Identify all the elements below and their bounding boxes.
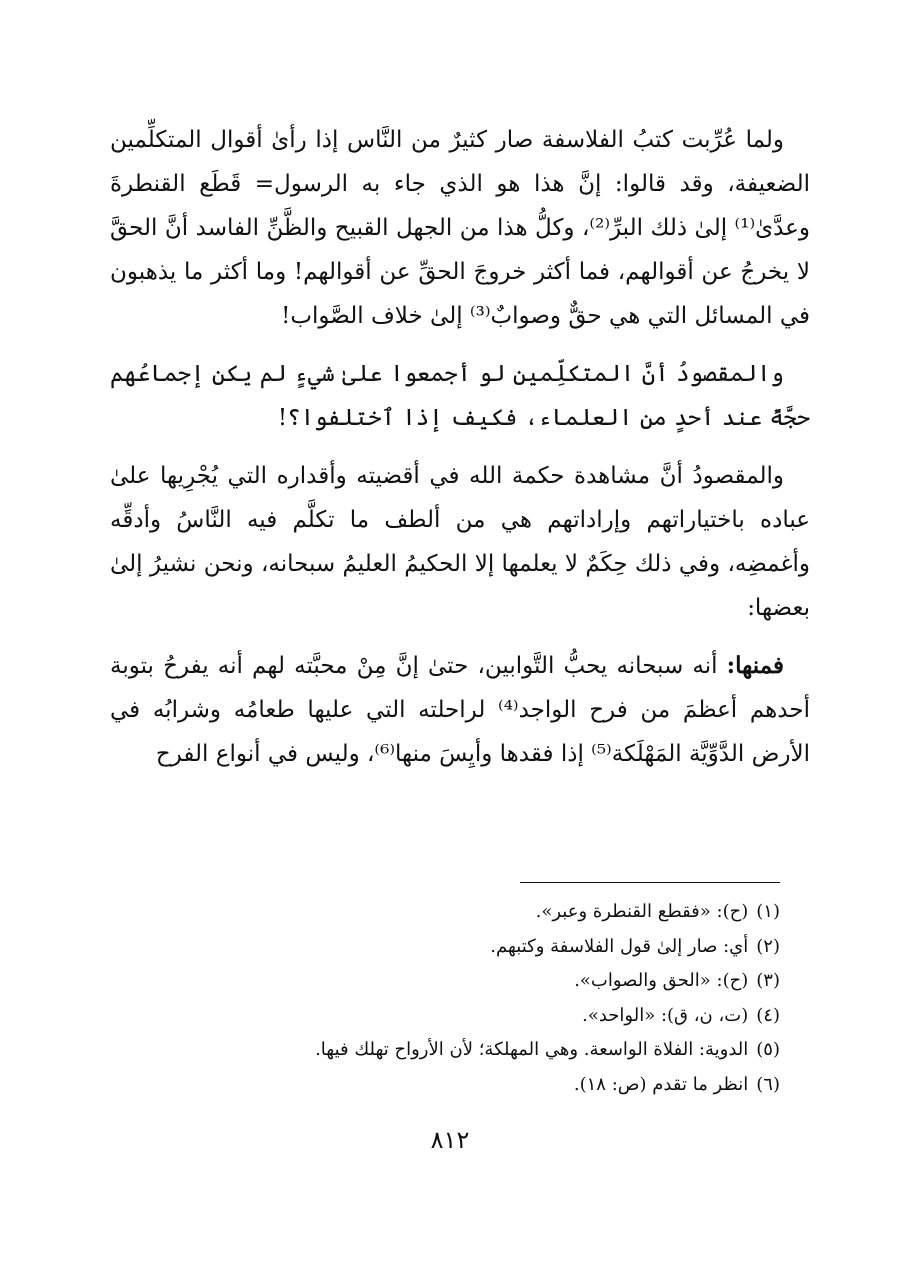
paragraph-text: والمقصودُ أنَّ المتكلِّمين لو أجمعوا علىٰ شيءٍ لم يكن إجماعُهم حجَّةً عند أحدٍ من العلماء، فكيف إذا ٱختلفوا؟! <box>110 361 810 431</box>
footnote <box>90 964 780 999</box>
main-text <box>110 118 810 790</box>
paragraph <box>110 454 810 630</box>
footnote-number: (٢) <box>756 935 780 957</box>
footnote <box>90 1033 780 1068</box>
footnote-text: (ح): «الحق والصواب». <box>574 970 749 991</box>
footnote-number: (٦) <box>756 1073 780 1095</box>
paragraph-lead: فمنها: <box>726 652 784 679</box>
footnote-number: (٣) <box>756 970 780 991</box>
paragraph <box>110 644 810 776</box>
footnote-separator <box>520 882 780 883</box>
footnote <box>90 895 780 930</box>
paragraph-text: ولما عُرِّبت كتبُ الفلاسفة صار كثيرٌ من النَّاس إذا رأىٰ أقوال المتكلِّمين الضعيفة، وقد قالوا: إنَّ هذا هو الذي جاء به الرسول= قَطَع القنطرةَ وعدَّىٰ⁽¹⁾ إلىٰ ذلك البرِّ⁽²⁾، وكلُّ هذا من الجهل القبيح والظَّنِّ الفاسد أنَّ الحقَّ لا يخرجُ عن أقوالهم، فما أكثر خروجَ الحقِّ عن أقوالهم! وما أكثر ما يذهبون في المسائل التي هي حقٌّ وصوابٌ⁽³⁾ إلىٰ خلاف الصَّواب! <box>110 127 811 329</box>
paragraph-text: والمقصودُ أنَّ مشاهدة حكمة الله في أقضيته وأقداره التي يُجْرِيها علىٰ عباده باختياراتهم وإراداتهم هي من ألطف ما تكلَّم فيه النَّاسُ وأدقِّه وأغمضِه، وفي ذلك حِكَمٌ لا يعلمها إلا الحكيمُ العليمُ سبحانه، ونحن نشيرُ إلىٰ بعضها: <box>110 463 810 621</box>
footnote-number: (٤) <box>756 1004 780 1026</box>
footnote-text: أي: صار إلىٰ قول الفلاسفة وكتبهم. <box>490 935 749 957</box>
footnote <box>90 999 780 1034</box>
footnote <box>90 930 780 965</box>
footnotes <box>90 895 780 1102</box>
page-number: ٨١٢ <box>430 1126 470 1154</box>
footnote <box>90 1068 780 1103</box>
footnote-text: انظر ما تقدم (ص: ١٨). <box>573 1073 749 1095</box>
paragraph-text: أنه سبحانه يحبُّ التَّوابين، حتىٰ إنَّ مِنْ محبَّته لهم أنه يفرحُ بتوبة أحدهم أعظمَ من فرح الواجد⁽⁴⁾ لراحلته التي عليها طعامُه وشرابُه في الأرض الدَّوِّيَّة المَهْلَكة⁽⁵⁾ إذا فقدها وأيِسَ منها⁽⁶⁾، وليس في أنواع الفرح <box>110 653 810 767</box>
footnote-text: (ح): «فقطع القنطرة وعبر». <box>535 901 749 922</box>
footnote-text: (ت، ن، ق): «الواحد». <box>582 1004 749 1026</box>
paragraph <box>110 352 810 440</box>
paragraph <box>110 118 810 338</box>
footnote-text: الدوية: الفلاة الواسعة. وهي المهلكة؛ لأن الأرواح تهلك فيها. <box>315 1039 749 1060</box>
footnote-number: (٥) <box>756 1039 780 1060</box>
footnote-number: (١) <box>756 901 780 922</box>
